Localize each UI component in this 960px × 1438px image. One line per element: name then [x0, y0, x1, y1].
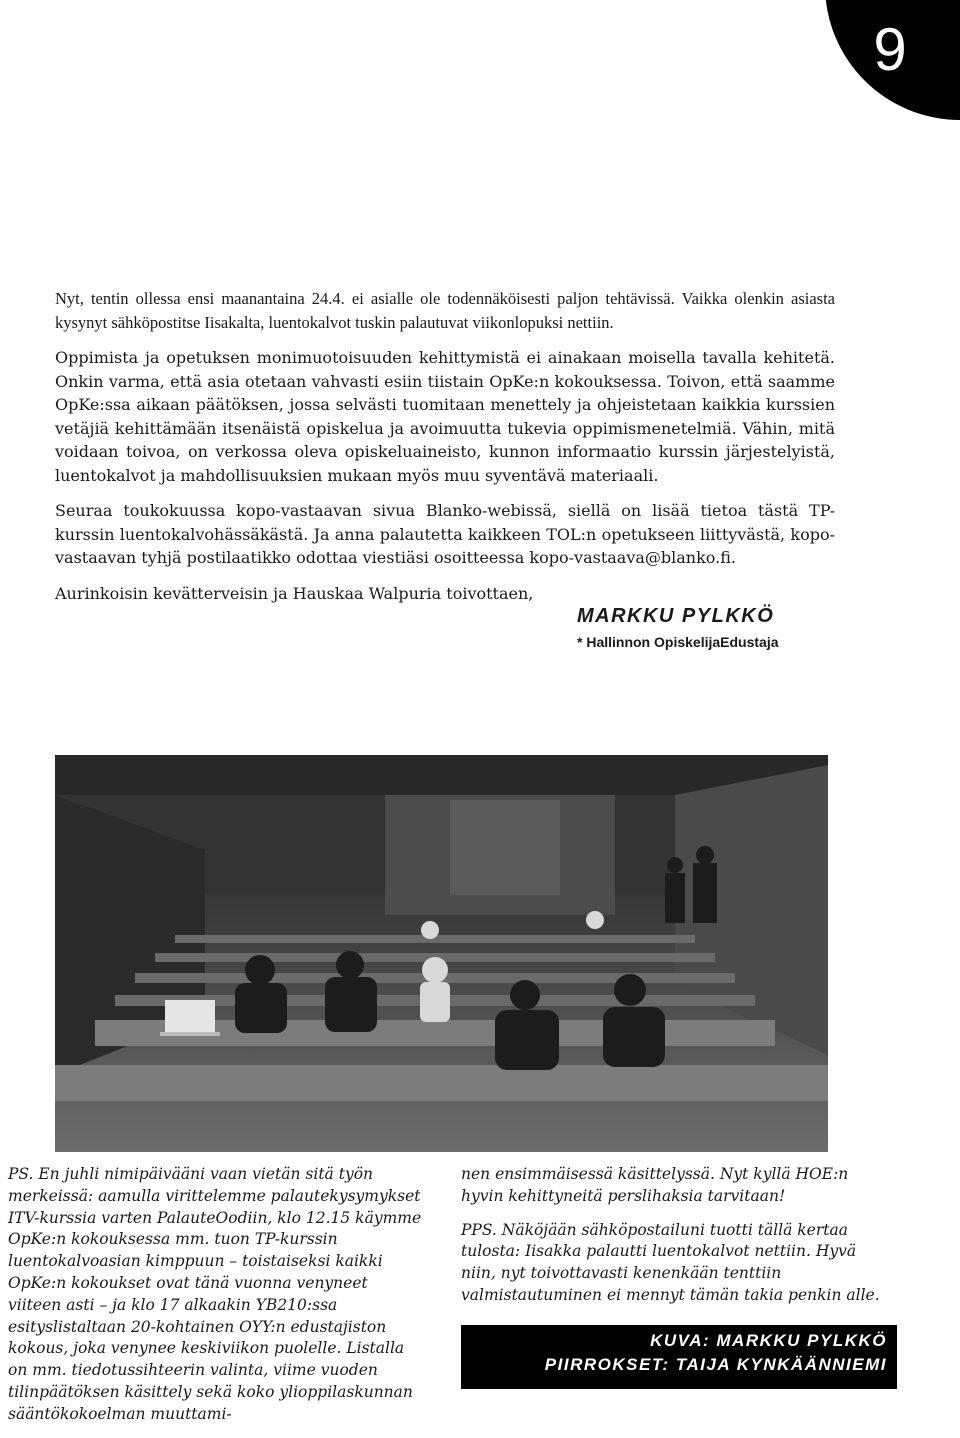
ps-text: PS. En juhli nimipäivääni vaan vietän sitä työn merkeissä: aamulla virittelemme palautekysymykset ITV-kurssia varten PalauteOodiin, klo 12.15 käymme OpKe:n kokouksessa mm. tuon TP-kurssin luentokalvoasian kimppuun – toistaiseksi kaikki OpKe:n kokoukset ovat tänä vuonna venyneet viiteen asti – ja klo 17 alkaakin YB210:ssa esityslistaltaan 20-kohtainen OYY:n edustajiston kokous, joka venynee keskiviikon puolelle. Listalla on mm. tiedotussihteerin valinta, viime vuoden tilinpäätöksen käsittely sekä koko ylioppilaskunnan sääntökokoelman muuttami-: [8, 1165, 422, 1423]
page-number: 9: [873, 16, 907, 83]
ps-column-left: [8, 1164, 423, 1438]
drawings-credit: PIIRROKSET: TAIJA KYNKÄÄNNIEMI: [544, 1355, 887, 1374]
lecture-hall-photo: [55, 755, 828, 1152]
ps-column-right: [461, 1164, 886, 1319]
paragraph-feedback: Seuraa toukokuussa kopo-vastaavan sivua Blanko-webissä, siellä on lisää tietoa tästä TP-kurssin luentokalvohässäkästä. Ja anna palautetta kaikkeen TOL:n opetukseen liittyvästä, kopo-vastaavan tyhjä postilaatikko odottaa viestiäsi osoitteessa kopo-vastaava@blanko.fi.: [55, 501, 835, 567]
paragraph-opke: Oppimista ja opetuksen monimuotoisuuden kehittymistä ei ainakaan moisella tavalla kehitetä. Onkin varma, että asia otetaan vahvasti esiin tiistain OpKe:n kokouksessa. Toivon, että saamme OpKe:ssa aikaan päätöksen, jossa selvästi tuomitaan menettely ja ohjeistetaan kaikkia kurssien vetäjiä kehittämään itsenäistä opiskelua ja avoimuutta tukevia oppimismenetelmiä. Vähin, mitä voidaan toivoa, on verkossa oleva opiskeluaineisto, kunnon informaatio kurssin järjestelyistä, luentokalvot ja mahdollisuuksien mukaan myös muu syventävä materiaali.: [55, 348, 835, 485]
signature-role: * Hallinnon OpiskelijaEdustaja: [577, 634, 779, 650]
ps-text-continued: nen ensimmäisessä käsittelyssä. Nyt kyllä HOE:n hyvin kehittyneitä perslihaksia tarvitaan!: [461, 1165, 849, 1205]
paragraph-greeting: Aurinkoisin kevätterveisin ja Hauskaa Walpuria toivottaen,: [55, 583, 534, 603]
credits-box: [461, 1325, 897, 1389]
paragraph-intro: Nyt, tentin ollessa ensi maanantaina 24.4. ei asialle ole todennäköisesti paljon tehtävissä. Vaikka olenkin asiasta kysynyt sähköpostitse Iisakalta, luentokalvot tuskin palautuvat viikonlopuksi nettiin.: [55, 289, 835, 332]
photo-credit: KUVA: MARKKU PYLKKÖ: [650, 1331, 887, 1350]
pps-text: PPS. Näköjään sähköpostailuni tuotti tällä kertaa tulosta: Iisakka palautti luentokalvot nettiin. Hyvä niin, nyt toivottavasti kenenkään tenttiin valmistautuminen ei mennyt tämän takia penkin alle.: [461, 1220, 880, 1304]
article-body: [55, 287, 835, 617]
signature-name: MARKKU PYLKKÖ: [577, 605, 775, 627]
lecture-hall-illustration: [55, 755, 828, 1152]
